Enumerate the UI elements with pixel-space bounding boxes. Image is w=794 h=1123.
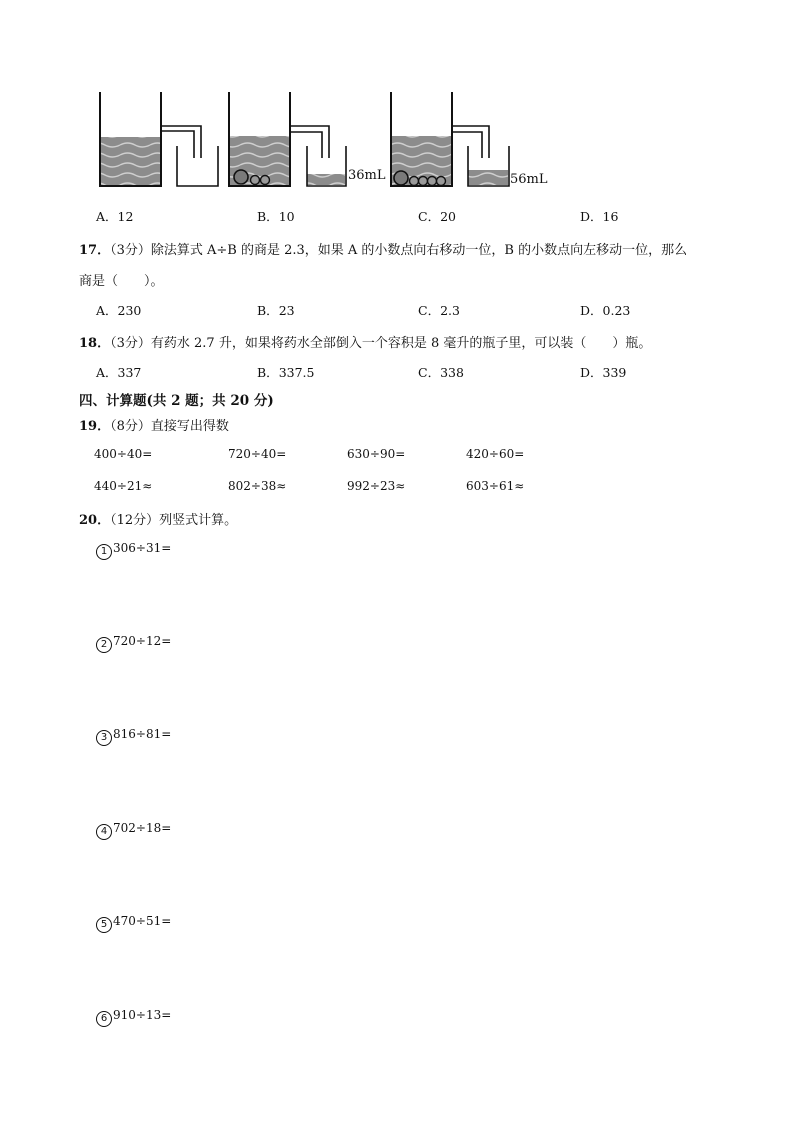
option-text: 230	[117, 303, 142, 318]
q20-item-2	[96, 634, 171, 653]
calc-item: 440÷21≈	[94, 479, 153, 493]
q20-item-4	[96, 821, 171, 840]
q18-option-c[interactable]	[418, 363, 464, 381]
option-text: 20	[440, 209, 456, 224]
option-text: 339	[602, 365, 627, 380]
question-number: 17．	[79, 243, 111, 258]
calc-item: 802÷38≈	[228, 479, 287, 493]
option-letter: B．	[257, 209, 279, 224]
item-expression: 816÷81=	[113, 727, 172, 741]
option-letter: C．	[418, 303, 441, 318]
option-letter: A．	[96, 209, 118, 224]
q20-stem	[79, 509, 237, 528]
containers-figure	[0, 0, 794, 200]
q17-option-b[interactable]	[257, 301, 295, 319]
item-expression: 910÷13=	[113, 1008, 172, 1022]
q17-option-a[interactable]	[96, 301, 141, 319]
ball	[419, 177, 428, 186]
q18-stem	[79, 332, 651, 351]
q20-item-3	[96, 727, 171, 746]
circled-number: 6	[96, 1011, 112, 1027]
option-text: 337.5	[278, 365, 315, 380]
q16-option-c[interactable]	[418, 207, 456, 225]
circled-number: 1	[96, 544, 112, 560]
circled-number: 3	[96, 730, 112, 746]
option-letter: D．	[580, 365, 603, 380]
question-text: 除法算式 A÷B 的商是 2.3，如果 A 的小数点向右移动一位，B 的小数点向左移动一位，那么	[150, 243, 688, 258]
circled-number: 4	[96, 824, 112, 840]
q16-option-d[interactable]	[580, 207, 618, 225]
q20-item-5	[96, 914, 171, 933]
ball	[410, 177, 419, 186]
ball	[394, 171, 408, 185]
circled-number: 5	[96, 917, 112, 933]
circled-number: 2	[96, 637, 112, 653]
container-3	[391, 92, 548, 187]
q17-stem	[79, 239, 687, 258]
container-2	[229, 92, 386, 186]
ball	[428, 177, 437, 186]
ball	[234, 170, 248, 184]
label-56ml: 56mL	[510, 172, 548, 187]
option-letter: C．	[418, 209, 441, 224]
q16-option-a[interactable]	[96, 207, 133, 225]
item-expression: 720÷12=	[113, 634, 172, 648]
section-heading: 四、计算题(共 2 题；共 20 分)	[79, 393, 274, 409]
q17-option-d[interactable]	[580, 301, 630, 319]
q20-item-6	[96, 1008, 171, 1027]
question-text: 有药水 2.7 升，如果将药水全部倒入一个容积是 8 毫升的瓶子里，可以装（ ）瓶。	[150, 336, 652, 351]
option-text: 338	[440, 365, 464, 380]
question-number: 18．	[79, 336, 111, 351]
question-score: （3分）	[110, 336, 151, 351]
q16-option-b[interactable]	[257, 207, 295, 225]
calc-item: 992÷23≈	[347, 479, 406, 493]
ball	[437, 177, 446, 186]
question-score: （8分）	[110, 419, 151, 434]
label-36ml: 36mL	[348, 168, 386, 183]
option-letter: B．	[257, 365, 279, 380]
option-text: 10	[278, 209, 295, 224]
calc-item: 420÷60=	[466, 447, 525, 461]
q18-option-a[interactable]	[96, 363, 141, 381]
option-text: 0.23	[602, 303, 631, 318]
question-text: 列竖式计算。	[159, 513, 238, 528]
question-score: （12分）	[110, 513, 160, 528]
calc-item: 400÷40=	[94, 447, 153, 461]
item-expression: 306÷31=	[113, 541, 172, 555]
q20-item-1	[96, 541, 171, 560]
option-letter: C．	[418, 365, 441, 380]
q17-stem-line2: 商是（ ）。	[79, 274, 164, 289]
option-text: 16	[602, 209, 619, 224]
ball	[251, 176, 260, 185]
calc-item: 603÷61≈	[466, 479, 525, 493]
question-number: 19．	[79, 419, 111, 434]
option-letter: D．	[580, 303, 603, 318]
q18-option-b[interactable]	[257, 363, 314, 381]
item-expression: 470÷51=	[113, 914, 172, 928]
q18-option-d[interactable]	[580, 363, 626, 381]
option-text: 337	[117, 365, 142, 380]
container-1	[100, 92, 218, 186]
option-letter: A．	[96, 303, 118, 318]
option-letter: B．	[257, 303, 279, 318]
question-text: 直接写出得数	[150, 419, 229, 434]
question-number: 20．	[79, 513, 111, 528]
item-expression: 702÷18=	[113, 821, 172, 835]
calc-item: 630÷90=	[347, 447, 406, 461]
question-score: （3分）	[110, 243, 151, 258]
ball	[261, 176, 270, 185]
q19-stem	[79, 415, 229, 434]
option-text: 12	[117, 209, 134, 224]
calc-item: 720÷40=	[228, 447, 287, 461]
option-letter: A．	[96, 365, 118, 380]
option-letter: D．	[580, 209, 603, 224]
q17-option-c[interactable]	[418, 301, 460, 319]
option-text: 2.3	[440, 303, 460, 318]
option-text: 23	[278, 303, 295, 318]
